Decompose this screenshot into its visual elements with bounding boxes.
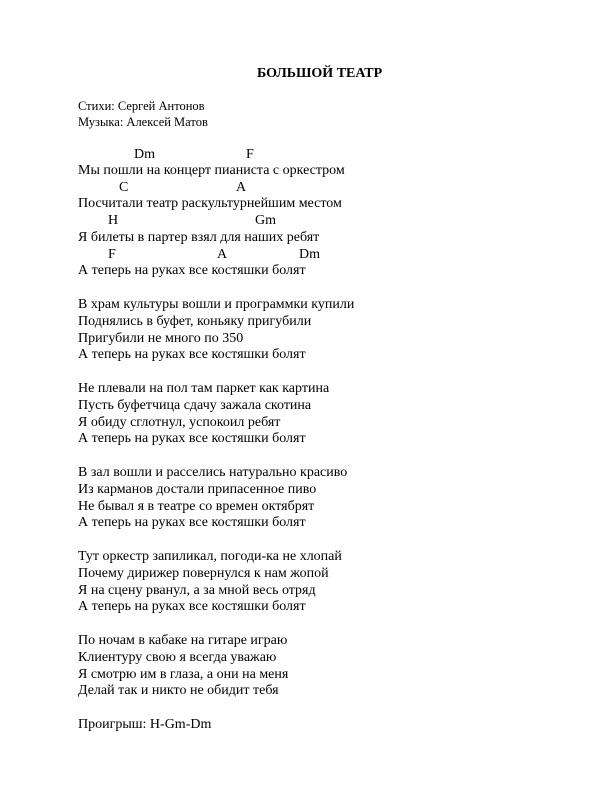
lyric-line: В зал вошли и расселись натурально красиво [78, 465, 348, 480]
lyric-line: Тут оркестр запиликал, погоди-ка не хлопай [78, 549, 342, 564]
credits [78, 98, 208, 130]
chord: Gm [255, 213, 276, 228]
lyric-line: Пригубили не много по 350 [78, 331, 244, 346]
lyric-line: Не плевали на пол там паркет как картина [78, 381, 330, 396]
chord: C [119, 180, 129, 195]
lyrics-credit: Стихи: Сергей Антонов [78, 99, 205, 113]
chord: F [108, 247, 116, 262]
song-title: БОЛЬШОЙ ТЕАТР [257, 66, 383, 81]
lyric-line: Посчитали театр раскультурнейшим местом [78, 196, 342, 211]
lyric-line: Поднялись в буфет, коньяку пригубили [78, 314, 312, 329]
lyric-line: Я смотрю им в глаза, а они на меня [78, 667, 289, 682]
music-credit: Музыка: Алексей Матов [78, 115, 208, 129]
lyric-line: Из карманов достали припасенное пиво [78, 482, 317, 497]
chord: H [108, 213, 119, 228]
lyric-line: Мы пошли на концерт пианиста с оркестром [78, 163, 345, 178]
lyric-line: Я обиду сглотнул, успокоил ребят [78, 415, 281, 430]
chord: A [236, 180, 247, 195]
lyric-line: Делай так и никто не обидит тебя [78, 683, 279, 698]
lyric-line: Не бывал я в театре со времен октябрят [78, 499, 315, 514]
lyric-line: А теперь на руках все костяшки болят [78, 263, 306, 278]
lyric-line: Я билеты в партер взял для наших ребят [78, 230, 320, 245]
lyric-line: Почему дирижер повернулся к нам жопой [78, 566, 329, 581]
lyric-line: По ночам в кабаке на гитаре играю [78, 633, 288, 648]
lyric-line: В храм культуры вошли и программки купили [78, 297, 355, 312]
lyric-line: Я на сцену рванул, а за мной весь отряд [78, 583, 316, 598]
chord: Dm [134, 147, 155, 162]
lyric-line: Клиентуру свою я всегда уважаю [78, 650, 277, 665]
lyric-line: А теперь на руках все костяшки болят [78, 347, 306, 362]
lyric-line: А теперь на руках все костяшки болят [78, 515, 306, 530]
lyric-line: А теперь на руках все костяшки болят [78, 431, 306, 446]
lyric-line: А теперь на руках все костяшки болят [78, 599, 306, 614]
chord: Dm [299, 247, 320, 262]
chord: F [246, 147, 254, 162]
interlude: Проигрыш: H-Gm-Dm [78, 717, 212, 732]
chord: A [217, 247, 228, 262]
lyric-line: Пусть буфетчица сдачу зажала скотина [78, 398, 312, 413]
